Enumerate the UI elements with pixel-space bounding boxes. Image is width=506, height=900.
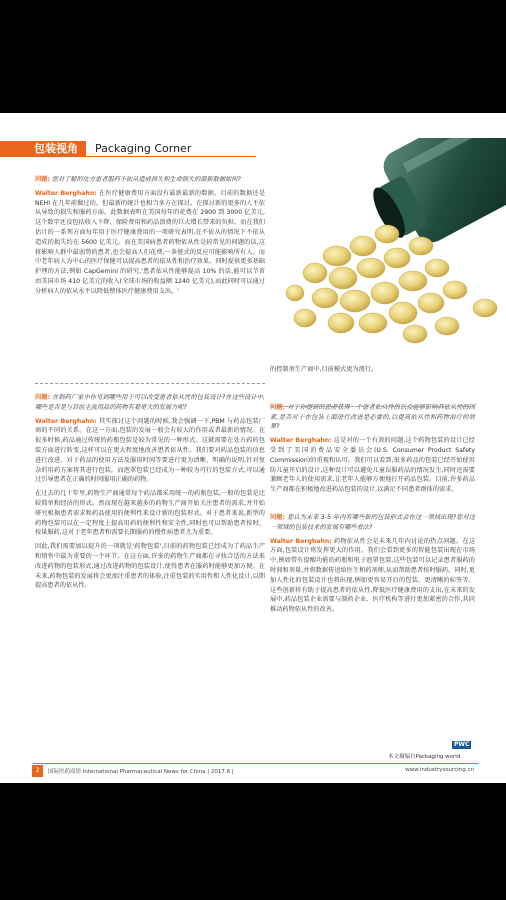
question-4 [270, 513, 475, 533]
footer-website: www.industrysourcing.cn [405, 767, 474, 773]
question-1 [35, 175, 265, 185]
right-column [270, 365, 475, 619]
answer-text: 药物依从性会是未来几年内讨论的热点问题。在这方面,包装设计将发挥更大的作用。我们会看到更多的智能包装出现在市场中,例如带有提醒功能的药瓶和电子泡罩包装,这些包装可以记录患者服药的时间和剂量,并将数据传送给医生和药剂师,从而帮助患者按时服药。同时,更加人性化的包装设计也将出现,例如更容易开启的包装、更清晰的标签等。这些创新将有助于提高患者的依从性,降低医疗健康费用的支出,在未来的发展中,药品包装企业需要与制药企业、医疗机构等进行更加紧密的合作,共同推动药物依从性的改善。 [270, 537, 476, 614]
section-title-en: Packaging Corner [95, 142, 192, 155]
answer-3 [270, 436, 475, 495]
source-credit: 本文摘编自Packaging world [388, 754, 461, 760]
speaker-label: Walter Berghahn: [35, 417, 97, 425]
speaker-label: Walter Berghahn: [35, 189, 97, 197]
question-label: 问题: [270, 403, 286, 411]
answer-text: 其实探讨这个问题的时候,我会强调一下,PBM 与药品包装厂商的不同的关系。在这一方面,包装的发展一般会有较大的作用或者最新的情况。在很多时候,药品通过传统的药瓶包装是较为常见的一种形式。这就需要在处方药的包装方面进行转变,这样可以在更大程度地改善患者依从性。我们要对药品包装的信息进行改进、对于药品的使用方法及服用时间等要进行更为清晰、明确的说明,针对复杂的用药方案将其进行包装。而泡罩包装已经成为一种较为可行的包装方式,可以通过引导患者在正确的时间服用正确的药物。 [35, 417, 266, 484]
speaker-label: Walter Berghahn: [270, 437, 332, 445]
section-tab [0, 141, 86, 157]
footer-publication: 国际医药商情 International Pharmaceutical News for China | 2017.6 | [48, 769, 234, 775]
question-label: 问题: [35, 394, 51, 401]
header-rule [86, 156, 256, 157]
question-label: 问题: [270, 513, 286, 521]
question-2 [35, 393, 265, 413]
page-number: 2 [32, 765, 43, 777]
speaker-label: Walter Berghahn: [270, 537, 332, 545]
left-column [35, 393, 265, 595]
question-text: 您认为未来 3-5 年内有哪些新的包装形式会在这一领域出现?您对这一领域的包装技术的发展有哪些看法? [270, 513, 475, 531]
question-text: 在制药厂家中你见到哪些用于可以改变患者依从性的包装设计?在这些设计中,哪些是否是与目前主流用品的药物有着更大的发展力呢? [35, 394, 266, 411]
answer-text: 在医疗健康费用方面没有最新最新的数据。目前的数据还是 NEHI 在几年前做过的。但最新的统计也相当多方在探讨。在探讨新的更多的人不依从导致的损失和服药方面。此数据表明在美国每年的花费在 2900 到 3000 亿美元,这个数字还没包括收入下降、保险费用和药品浪费的巨大增长带来的负担。而在我们估计的一系列方面每年用于医疗健康费用的一项研究表明,在不依从的情况下不依从造成的损失约在 5600 亿美元。而在美国病患者药物依从性是较常见的问题的话,这将影响人群中最弱势的患者,也会提高人们花费,一条链式的反应可能影响所有人。而中老年病人为中心的医疗保健可以提高患者的依从性和治疗效果。同时提供更多基础护理的方法,例如 CapGemini 的研究,'患者依从性能够提高 10% 的话,能可以节省由美国市场 410 亿美元的收入(全球市场的收益额 1240 亿美元),而此同时可以通过分析病人的依从水平以降低整体医疗健康费用支出。' [35, 189, 266, 295]
magazine-page [0, 113, 506, 783]
intro-column [35, 175, 265, 301]
answer-2-paragraph: 在过去的几十年里,药物生产商通常每个药品都采用统一的药瓶包装,一般的包装是比较简单和经济的形式。然而现在越来越多的药物生产商开始关注患者的需求,并开始研究根据患者需求和药品使用的便利性来设计新的包装形式。对于患者来说,新型的药物包装可以在一定程度上提高用药的便利性和安全性,同时也可以帮助患者按时、按量服药,这对于老年患者和需要长期服药的慢性病患者尤为重要。 [35, 490, 265, 537]
answer-text: 这是对的一个有效的问题,这个药物包装的设计已经受到了美国消费品安全委员会(U.S. Consumer Product Safety Commission)的重视和认可。我们可以看到,很多药品的包装已经开始使用防儿童开启的设计,这种设计可以避免儿童误服药品的情况发生,同时还需要兼顾老年人的使用需求,让老年人能够方便地打开药品包装。目前,许多药品生产商都在积极地改进药品包装的设计,以满足不同患者群体的需求。 [270, 437, 475, 494]
question-3 [270, 403, 475, 432]
answer-1 [35, 189, 265, 297]
answer-4 [270, 537, 475, 615]
divider [35, 383, 265, 384]
question-text: 对于你提到的患者获得一个患者依从性的以及能够影响其依从性的因素,是否对于在包装上面进行改进是必要的,以提高依从性和药物治疗的效果? [270, 403, 475, 431]
continued-text: 的控制剂生产商中,目前模式更为流行。 [270, 366, 378, 373]
divider [270, 406, 475, 407]
answer-2 [35, 417, 265, 486]
question-text: 您对了解的处方患者服药不依从造成损失和生命损失的最新数据如何? [51, 176, 241, 183]
pill-bottle-photo [275, 138, 506, 358]
answer-2-paragraph: 因此,我们需要加以提升的一项就是'药物包装',目前的药物包装已经成为了药品生产和销售中最为重要的一个环节。在这方面,许多的药物生产商都在寻找合适的方法来改进药物的包装形式,通过改进药物的包装设计,使得患者在服药时能够更加方便。在未来,药物包装的发展将会更加注重患者的体验,注重包装的实用性和人性化设计,以期提高患者的依从性。 [35, 543, 265, 590]
footer-rule [33, 763, 478, 764]
question-label: 问题: [35, 176, 50, 183]
section-title-cn: 包装视角 [34, 142, 78, 155]
end-mark-logo: PWC [454, 741, 470, 748]
